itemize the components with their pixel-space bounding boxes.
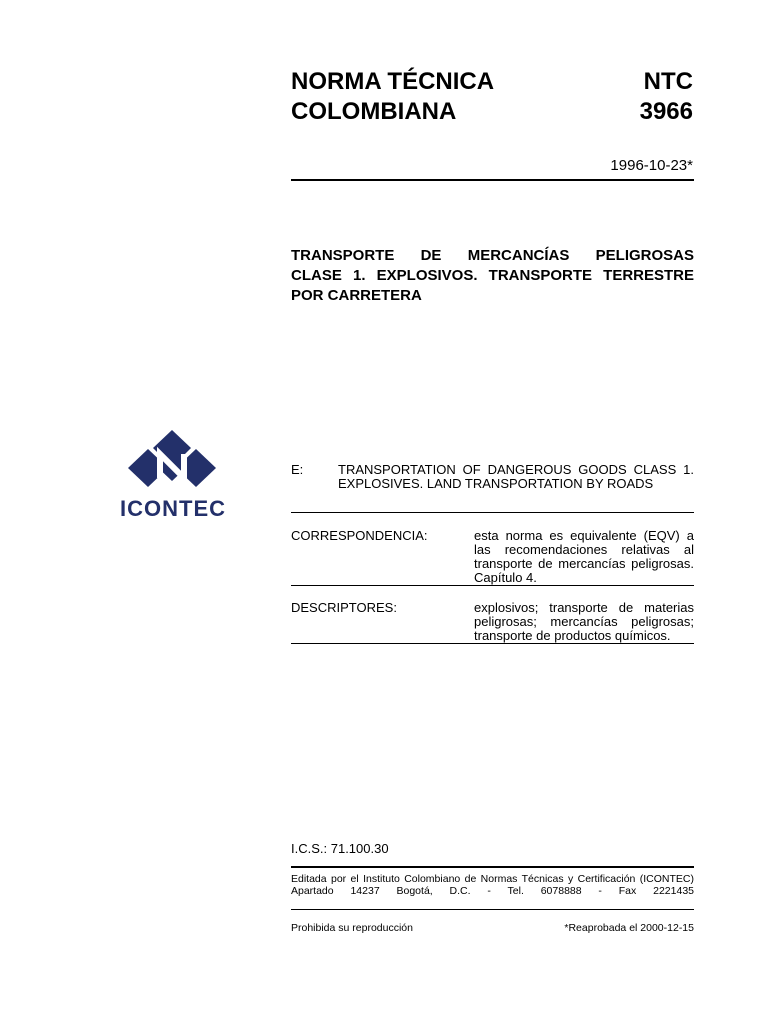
icontec-emblem-icon <box>120 428 234 494</box>
main-title <box>291 246 694 306</box>
main-title-line-3: POR CARRETERA <box>291 287 422 304</box>
reproduction-notice: Prohibida su reproducción <box>291 922 413 934</box>
descriptores-divider <box>291 643 694 644</box>
issue-date: 1996-10-23* <box>610 157 693 174</box>
footer-divider-bottom <box>291 909 694 910</box>
descriptores-line-3: transporte de productos químicos. <box>474 628 671 643</box>
icontec-logo <box>120 428 234 523</box>
descriptores-label: DESCRIPTORES: <box>291 600 397 615</box>
main-title-line-2: CLASE 1. EXPLOSIVOS. TRANSPORTE TERRESTRE <box>291 267 694 284</box>
publisher-info <box>291 874 694 897</box>
correspondencia-label: CORRESPONDENCIA: <box>291 528 428 543</box>
correspondencia-text <box>474 529 694 585</box>
main-title-line-1: TRANSPORTE DE MERCANCÍAS PELIGROSAS <box>291 247 694 264</box>
english-title-line-2: EXPLOSIVES. LAND TRANSPORTATION BY ROADS <box>338 476 654 491</box>
standard-code <box>640 67 693 127</box>
code-line-2: 3966 <box>639 98 693 125</box>
english-title <box>338 463 694 491</box>
publisher-line-1: Editada por el Instituto Colombiano de Normas Técnicas y Certificación (ICONTEC) <box>291 873 694 885</box>
descriptores-line-2: peligrosas; mercancías peligrosas; <box>474 614 694 629</box>
title-line-1: NORMA TÉCNICA <box>291 68 495 95</box>
correspondencia-divider <box>291 585 694 586</box>
english-label: E: <box>291 462 304 477</box>
publisher-line-2: Apartado 14237 Bogotá, D.C. - Tel. 6078888 - Fax 2221435 <box>291 884 694 897</box>
code-line-1: NTC <box>643 68 693 95</box>
title-line-2: COLOMBIANA <box>291 98 457 125</box>
logo-text: ICONTEC <box>120 496 226 521</box>
footer-divider-top <box>291 866 694 868</box>
english-divider <box>291 512 694 513</box>
correspondencia-line-3: transporte de mercancías peligrosas. <box>474 556 694 571</box>
english-title-line-1: TRANSPORTATION OF DANGEROUS GOODS CLASS 1. <box>338 462 694 477</box>
header-divider <box>291 179 694 181</box>
reapproval-date: *Reaprobada el 2000-12-15 <box>564 922 694 934</box>
ics-code: I.C.S.: 71.100.30 <box>291 841 389 856</box>
document-title <box>291 67 494 127</box>
correspondencia-line-4: Capítulo 4. <box>474 570 537 585</box>
correspondencia-line-1: esta norma es equivalente (EQV) a <box>474 528 694 543</box>
descriptores-line-1: explosivos; transporte de materias <box>474 600 694 615</box>
descriptores-text <box>474 601 694 643</box>
correspondencia-line-2: las recomendaciones relativas al <box>474 542 694 557</box>
